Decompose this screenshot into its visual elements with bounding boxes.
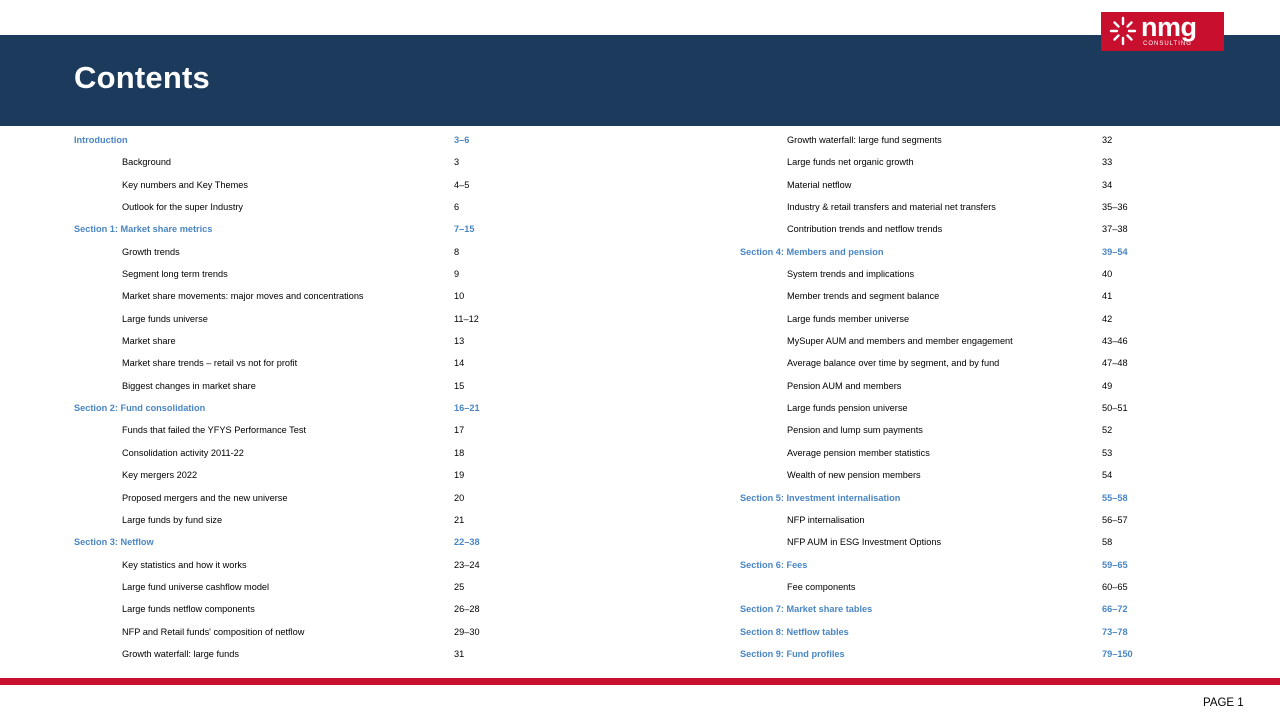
toc-section-label: Introduction xyxy=(74,135,128,145)
toc-item-row[interactable] xyxy=(0,443,640,465)
toc-item-row[interactable] xyxy=(640,510,1280,532)
toc-page-range: 79–150 xyxy=(1102,648,1133,659)
toc-item-label: NFP AUM in ESG Investment Options xyxy=(787,537,942,548)
toc-page-range: 42 xyxy=(1102,313,1113,324)
toc-page-range: 37–38 xyxy=(1102,224,1128,235)
toc-item-row[interactable] xyxy=(0,197,640,219)
toc-item-label: Key numbers and Key Themes xyxy=(122,179,248,190)
toc-item-label: Member trends and segment balance xyxy=(787,291,940,302)
toc-page-range: 9 xyxy=(454,269,460,280)
toc-item-label: Key statistics and how it works xyxy=(122,559,247,570)
toc-item-label: NFP internalisation xyxy=(787,514,865,525)
toc-item-row[interactable] xyxy=(640,286,1280,308)
toc-section-row[interactable] xyxy=(0,398,640,420)
toc-page-range: 41 xyxy=(1102,291,1113,302)
toc-item-row[interactable] xyxy=(640,197,1280,219)
toc-page-range: 54 xyxy=(1102,470,1113,481)
toc-item-row[interactable] xyxy=(0,420,640,442)
toc-item-row[interactable] xyxy=(0,577,640,599)
toc-page-range: 59–65 xyxy=(1102,559,1128,570)
toc-item-label: Segment long term trends xyxy=(122,269,228,280)
toc-item-label: Large funds member universe xyxy=(787,313,910,324)
toc-item-label: Outlook for the super Industry xyxy=(122,202,244,213)
toc-item-row[interactable] xyxy=(0,555,640,577)
toc-item-row[interactable] xyxy=(0,331,640,353)
toc-item-row[interactable] xyxy=(640,309,1280,331)
toc-section-row[interactable] xyxy=(0,130,640,152)
toc-item-label: Large funds universe xyxy=(122,313,208,324)
toc-item-label: Market share movements: major moves and concentrations xyxy=(122,291,364,302)
toc-item-label: Consolidation activity 2011-22 xyxy=(122,447,244,458)
toc-page-range: 18 xyxy=(454,447,465,458)
toc-page-range: 8 xyxy=(454,246,460,257)
toc-page-range: 34 xyxy=(1102,179,1113,190)
toc-section-label: Section 3: Netflow xyxy=(74,537,154,548)
toc-item-label: Funds that failed the YFYS Performance Test xyxy=(122,425,307,436)
toc-item-row[interactable] xyxy=(640,398,1280,420)
toc-item-row[interactable] xyxy=(0,488,640,510)
toc-item-label: Large funds pension universe xyxy=(787,403,908,414)
toc-section-row[interactable] xyxy=(640,622,1280,644)
toc-section-row[interactable] xyxy=(640,242,1280,264)
footer-accent-bar xyxy=(0,678,1280,685)
toc-page-range: 35–36 xyxy=(1102,202,1128,213)
toc-page-range: 20 xyxy=(454,492,465,503)
toc-item-label: Large funds net organic growth xyxy=(787,157,914,168)
toc-page-range: 25 xyxy=(454,581,465,592)
toc-section-row[interactable] xyxy=(640,644,1280,666)
toc-page-range: 13 xyxy=(454,336,465,347)
toc-item-row[interactable] xyxy=(640,465,1280,487)
toc-item-label: Key mergers 2022 xyxy=(122,470,198,481)
toc-page-range: 52 xyxy=(1102,425,1113,436)
toc-item-label: Background xyxy=(122,157,172,168)
toc-right-column xyxy=(640,130,1280,666)
toc-item-label: Average balance over time by segment, and by fund xyxy=(787,358,1000,369)
toc-item-row[interactable] xyxy=(0,175,640,197)
toc-item-row[interactable] xyxy=(640,130,1280,152)
toc-page-range: 32 xyxy=(1102,135,1113,145)
toc-item-row[interactable] xyxy=(0,286,640,308)
toc-item-label: Material netflow xyxy=(787,179,852,190)
toc-page-range: 29–30 xyxy=(454,626,480,637)
toc-page-range: 16–21 xyxy=(454,403,480,414)
toc-page-range: 58 xyxy=(1102,537,1113,548)
logo-subtitle: CONSULTING xyxy=(1143,41,1192,47)
toc-page-range: 22–38 xyxy=(454,537,480,548)
toc-page-range: 21 xyxy=(454,514,465,525)
toc-item-label: System trends and implications xyxy=(787,269,915,280)
toc-item-label: NFP and Retail funds' composition of netflow xyxy=(122,626,305,637)
toc-page-range: 50–51 xyxy=(1102,403,1128,414)
toc-item-row[interactable] xyxy=(640,175,1280,197)
toc-page-range: 60–65 xyxy=(1102,581,1128,592)
toc-item-row[interactable] xyxy=(640,577,1280,599)
toc-item-row[interactable] xyxy=(640,420,1280,442)
toc-page-range: 19 xyxy=(454,470,465,481)
toc-left-column xyxy=(0,130,640,666)
toc-item-row[interactable] xyxy=(0,264,640,286)
toc-item-label: Fee components xyxy=(787,581,856,592)
toc-page-range: 7–15 xyxy=(454,224,475,235)
toc-page-range: 26–28 xyxy=(454,604,480,615)
toc-item-label: Industry & retail transfers and material net transfers xyxy=(787,202,996,213)
toc-item-row[interactable] xyxy=(0,309,640,331)
toc-item-label: Proposed mergers and the new universe xyxy=(122,492,288,503)
toc-item-label: Biggest changes in market share xyxy=(122,380,256,391)
logo-wordmark: nmg xyxy=(1141,12,1197,42)
toc-page-range: 49 xyxy=(1102,380,1113,391)
page-number: PAGE 1 xyxy=(1203,697,1244,709)
toc-page-range: 73–78 xyxy=(1102,626,1128,637)
toc-section-label: Section 1: Market share metrics xyxy=(74,224,213,235)
toc-item-label: Growth waterfall: large funds xyxy=(122,648,239,659)
toc-item-label: MySuper AUM and members and member engagement xyxy=(787,336,1013,347)
toc-page-range: 17 xyxy=(454,425,465,436)
toc-item-row[interactable] xyxy=(640,376,1280,398)
toc-item-label: Average pension member statistics xyxy=(787,447,930,458)
toc-item-row[interactable] xyxy=(640,264,1280,286)
toc-section-row[interactable] xyxy=(0,532,640,554)
toc-item-row[interactable] xyxy=(0,465,640,487)
toc-item-label: Market share trends – retail vs not for profit xyxy=(122,358,298,369)
toc-page-range: 66–72 xyxy=(1102,604,1128,615)
toc-page-range: 40 xyxy=(1102,269,1113,280)
toc-item-label: Pension AUM and members xyxy=(787,380,902,391)
toc-item-row[interactable] xyxy=(0,644,640,666)
toc-item-label: Large funds by fund size xyxy=(122,514,223,525)
toc-item-label: Wealth of new pension members xyxy=(787,470,921,481)
toc-item-label: Growth waterfall: large fund segments xyxy=(787,135,942,145)
toc-item-row[interactable] xyxy=(0,376,640,398)
toc-item-row[interactable] xyxy=(640,331,1280,353)
toc-page-range: 6 xyxy=(454,202,460,213)
toc-page-range: 47–48 xyxy=(1102,358,1128,369)
toc-section-label: Section 2: Fund consolidation xyxy=(74,403,206,414)
toc-page-range: 55–58 xyxy=(1102,492,1128,503)
toc-item-row[interactable] xyxy=(640,443,1280,465)
toc-section-label: Section 8: Netflow tables xyxy=(740,626,849,637)
toc-page-range: 31 xyxy=(454,648,465,659)
toc-page-range: 43–46 xyxy=(1102,336,1128,347)
toc-page-range: 33 xyxy=(1102,157,1113,168)
toc-item-row[interactable] xyxy=(0,510,640,532)
toc-item-row[interactable] xyxy=(0,242,640,264)
toc-item-row[interactable] xyxy=(640,353,1280,375)
toc-item-row[interactable] xyxy=(0,599,640,621)
toc-page-range: 23–24 xyxy=(454,559,480,570)
toc-item-row[interactable] xyxy=(640,532,1280,554)
toc-page-range: 3–6 xyxy=(454,135,470,145)
toc-item-label: Large funds netflow components xyxy=(122,604,255,615)
toc-page-range: 53 xyxy=(1102,447,1113,458)
toc-page-range: 4–5 xyxy=(454,179,470,190)
toc-section-row[interactable] xyxy=(640,555,1280,577)
toc-item-row[interactable] xyxy=(640,219,1280,241)
toc-section-label: Section 6: Fees xyxy=(740,559,808,570)
toc-page-range: 10 xyxy=(454,291,465,302)
toc-item-row[interactable] xyxy=(0,622,640,644)
toc-page-range: 11–12 xyxy=(454,313,479,324)
toc-item-label: Large fund universe cashflow model xyxy=(122,581,270,592)
toc-page-range: 15 xyxy=(454,380,465,391)
toc-item-label: Contribution trends and netflow trends xyxy=(787,224,943,235)
toc-section-label: Section 7: Market share tables xyxy=(740,604,873,615)
toc-section-row[interactable] xyxy=(640,488,1280,510)
toc-section-row[interactable] xyxy=(640,599,1280,621)
toc-page-range: 39–54 xyxy=(1102,246,1128,257)
toc-section-label: Section 5: Investment internalisation xyxy=(740,492,901,503)
nmg-consulting-logo xyxy=(1101,12,1224,51)
toc-page-range: 56–57 xyxy=(1102,514,1128,525)
toc-section-label: Section 4: Members and pension xyxy=(740,246,884,257)
toc-item-row[interactable] xyxy=(0,152,640,174)
page-title: Contents xyxy=(74,60,210,95)
toc-item-label: Pension and lump sum payments xyxy=(787,425,923,436)
starburst-logo-icon xyxy=(1109,16,1137,46)
toc-item-label: Market share xyxy=(122,336,176,347)
toc-section-row[interactable] xyxy=(0,219,640,241)
toc-page-range: 14 xyxy=(454,358,465,369)
toc-page-range: 3 xyxy=(454,157,460,168)
toc-item-label: Growth trends xyxy=(122,246,180,257)
toc-section-label: Section 9: Fund profiles xyxy=(740,648,845,659)
toc-item-row[interactable] xyxy=(640,152,1280,174)
toc-item-row[interactable] xyxy=(0,353,640,375)
